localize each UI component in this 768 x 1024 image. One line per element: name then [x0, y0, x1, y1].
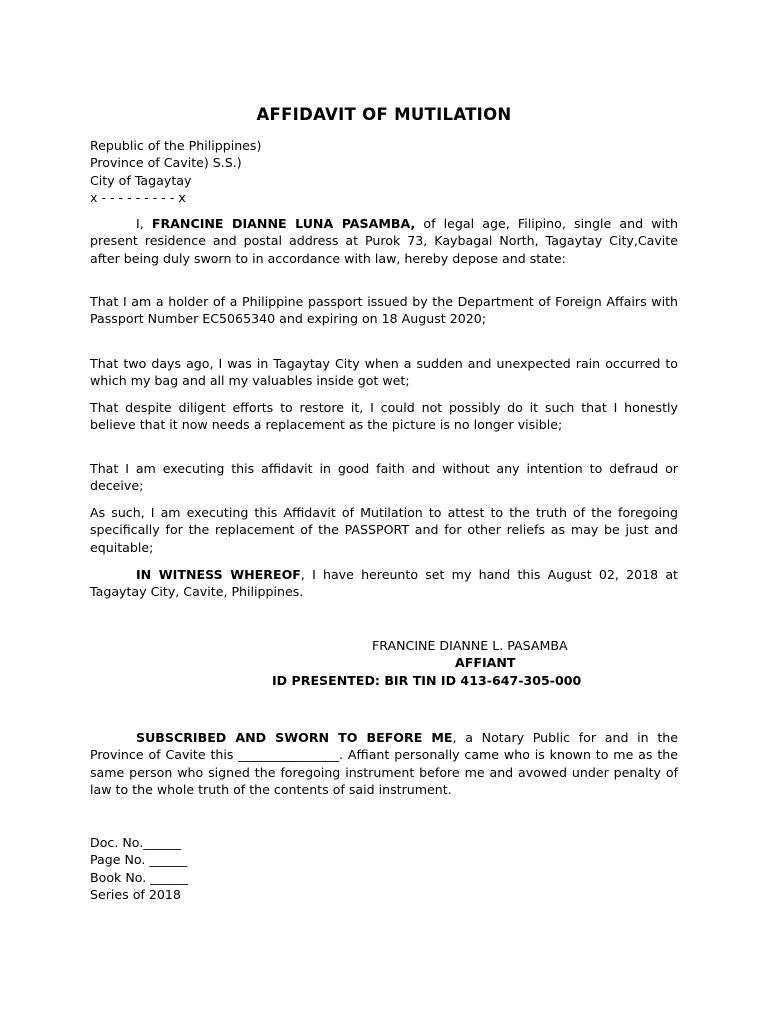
jurat-text: , a Notary Public for and in the Province of Cavite this ________________. Affiant personally came who is known to me as the same person who signed the foregoing instrument before me and avowed under penalty of law to the whole truth of the contents of said instrument.: [90, 730, 678, 798]
notary-series: Series of 2018: [90, 887, 181, 903]
venue-line-city: City of Tagaytay: [90, 172, 192, 188]
notary-register: [90, 834, 390, 904]
notary-page-no: Page No. ______: [90, 852, 188, 868]
notary-book-no: Book No. ______: [90, 869, 189, 885]
intro-post: of legal age, Filipino, single and with present residence and postal address at Purok 73, Kaybagal North, Tagaytay City,Cavite after being duly sworn to in accordance with law, hereby depose and state:: [90, 216, 678, 266]
witness-paragraph: [90, 566, 678, 601]
witness-heading: IN WITNESS WHEREOF: [136, 567, 301, 582]
jurat-heading: SUBSCRIBED AND SWORN TO BEFORE ME: [136, 730, 453, 745]
document-title: AFFIDAVIT OF MUTILATION: [256, 105, 512, 124]
intro-pre: I,: [136, 216, 152, 231]
paragraph-purpose: As such, I am executing this Affidavit of Mutilation to attest to the truth of the foregoing specifically for the replacement of the PASSPORT and for other reliefs as may be just and equitable;: [90, 505, 678, 555]
venue-block: [90, 137, 490, 207]
signature-name: FRANCINE DIANNE L. PASAMBA: [372, 638, 568, 653]
intro-paragraph: [90, 215, 678, 267]
witness-text: , I have hereunto set my hand this August 02, 2018 at Tagaytay City, Cavite, Philippines.: [90, 567, 678, 600]
venue-separator: x - - - - - - - - - x: [90, 190, 186, 206]
jurat-paragraph: [90, 729, 678, 799]
paragraph-restore: That despite diligent efforts to restore it, I could not possibly do it such that I honestly believe that it now needs a replacement as the picture is no longer visible;: [90, 400, 678, 433]
venue-line-republic: Republic of the Philippines): [90, 138, 262, 153]
notary-doc-no: Doc. No.______: [90, 835, 182, 850]
signature-role: AFFIANT: [455, 655, 516, 671]
signature-id: ID PRESENTED: BIR TIN ID 413-647-305-000: [272, 672, 582, 688]
affiant-name: FRANCINE DIANNE LUNA PASAMBA,: [151, 216, 416, 231]
paragraph-incident: That two days ago, I was in Tagaytay City when a sudden and unexpected rain occurred to which my bag and all my valuables inside got wet;: [90, 356, 678, 389]
signature-block: [250, 637, 700, 689]
venue-line-province: Province of Cavite) S.S.): [90, 155, 242, 171]
paragraph-passport: That I am a holder of a Philippine passport issued by the Department of Foreign Affairs with Passport Number EC5065340 and expiring on 18 August 2020;: [90, 294, 678, 327]
paragraph-good-faith: That I am executing this affidavit in good faith and without any intention to defraud or deceive;: [90, 461, 678, 494]
